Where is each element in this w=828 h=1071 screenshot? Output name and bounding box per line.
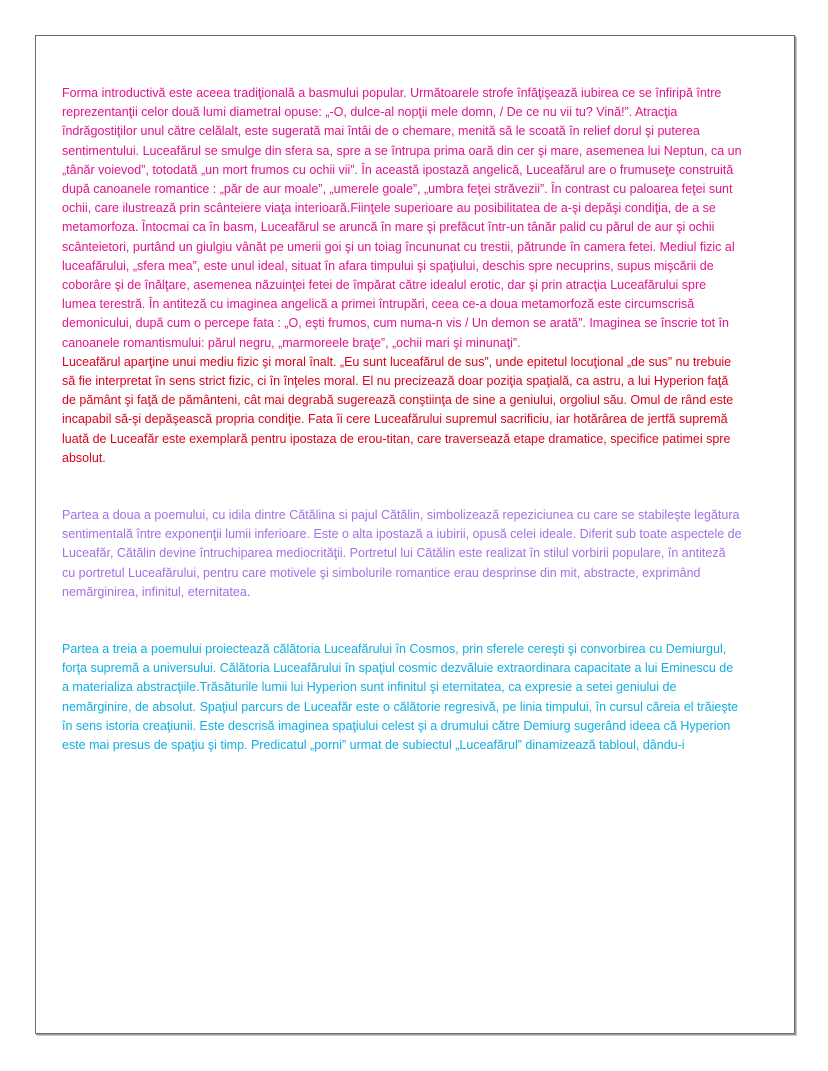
paragraph-part-two: Partea a doua a poemului, cu idila dintre Cătălina si pajul Cătălin, simbolizează repeziciunea cu care se stabileşte legătura sentimentală între exponenţii lumii inferioare. Este o alta ipostază a iubirii, opusă celei ideale. Diferit sub toate aspectele de Luceafăr, Cătălin devine întruchiparea mediocrităţii. Portretul lui Cătălin este realizat în stilul vorbirii populare, în antiteză cu portretul Luceafărului, pentru care motivele şi simbolurile romantice erau desprinse din mit, abstracte, exprimând nemărginirea, infinitul, eternitatea. — [62, 508, 742, 599]
paragraph-introduction: Forma introductivă este aceea tradiţională a basmului popular. Următoarele strofe înfăţişează iubirea ce se înfiripă între reprezentanţii celor două lumi diametral opuse: „-O, dulce-al nopţii mele domn, / De ce nu vii tu? Vină!”. Atracţia îndrăgostiţilor unul către celălalt, este sugerată mai întâi de o chemare, menită să le scoată în relief dorul şi puterea sentimentului. Luceafărul se smulge din sfera sa, spre a se întrupa prima oară din cer şi mare, asemenea lui Neptun, ca un „tânăr voievod”, totodată „un mort frumos cu ochii vii”. În această ipostază angelică, Luceafărul are o frumuseţe construită după canoanele romantice : „păr de aur moale”, „umerele goale”, „umbra feţei străvezii”. În contrast cu paloarea feţei sunt ochii, care ilustrează prin scânteiere viaţa interioară.Fiinţele superioare au posibilitatea de a-şi depăşi condiţia, de a se metamorfoza. Întocmai ca în basm, Luceafărul se aruncă în mare şi prefăcut într-un tânăr palid cu părul de aur şi ochii scânteietori, purtând un giulgiu vânăt pe umerii goi şi un toiag încununat cu trestii, pătrunde în camera fetei. Mediul fizic al luceafărului, „sfera mea”, este unul ideal, situat în afara timpului şi spaţiului, deschis spre necuprins, supus mişcării de coborâre şi de înălţare, asemenea năzuinţei fetei de împărat către idealul erotic, dar şi prin atracţia Luceafărului spre lumea terestră. În antiteză cu imaginea angelică a primei întrupări, ceea ce-a doua metamorfoză este circumscrisă demonicului, după cum o percepe fata : „O, eşti frumos, cum numa-n vis / Un demon se arată”. Imaginea se înscrie tot în canoanele romantismului: părul negru, „marmoreele braţe”, „ochii mari şi minunaţi”. — [62, 86, 742, 350]
document-body — [62, 84, 742, 755]
paragraph-luceafarul-moral: Luceafărul aparţine unui mediu fizic şi moral înalt. „Eu sunt luceafărul de sus”, unde epitetul locuţional „de sus” nu trebuie să fie interpretat în sens strict fizic, ci în înţeles moral. El nu precizează doar poziţia spaţială, ca astru, a lui Hyperion faţă de pământ şi faţă de pământeni, cât mai degrabă sugerează conştiinţa de sine a geniului, orgoliul său. Omul de rând este incapabil să-şi depăşească propria condiţie. Fata îi cere Luceafărului supremul sacrificiu, iar hotărârea de jertfă supremă luată de Luceafăr este exemplară pentru ipostaza de erou-titan, care traversează etape dramatice, specifice patimei spre absolut. — [62, 354, 734, 465]
paragraph-part-three: Partea a treia a poemului proiectează călătoria Luceafărului în Cosmos, prin sferele cereşti şi convorbirea cu Demiurgul, forţa supremă a universului. Călătoria Luceafărului în spaţiul cosmic dezvăluie extraordinara capacitate a lui Eminescu de a materializa abstracţiile.Trăsăturile lumii lui Hyperion sunt infinitul şi eternitatea, ca expresie a setei geniului de nemărginire, de absolut. Spaţiul parcurs de Luceafăr este o călătorie regresivă, pe linia timpului, în cursul căreia el trăieşte în sens istoria creaţiunii. Este descrisă imaginea spaţiului celest şi a drumului către Demiurg sugerând ideea că Hyperion este mai presus de spaţiu şi timp. Predicatul „porni” urmat de subiectul „Luceafărul” dinamizează tabloul, dându-i — [62, 642, 739, 753]
paragraph-spacer — [62, 602, 742, 640]
paragraph-spacer — [62, 468, 742, 506]
